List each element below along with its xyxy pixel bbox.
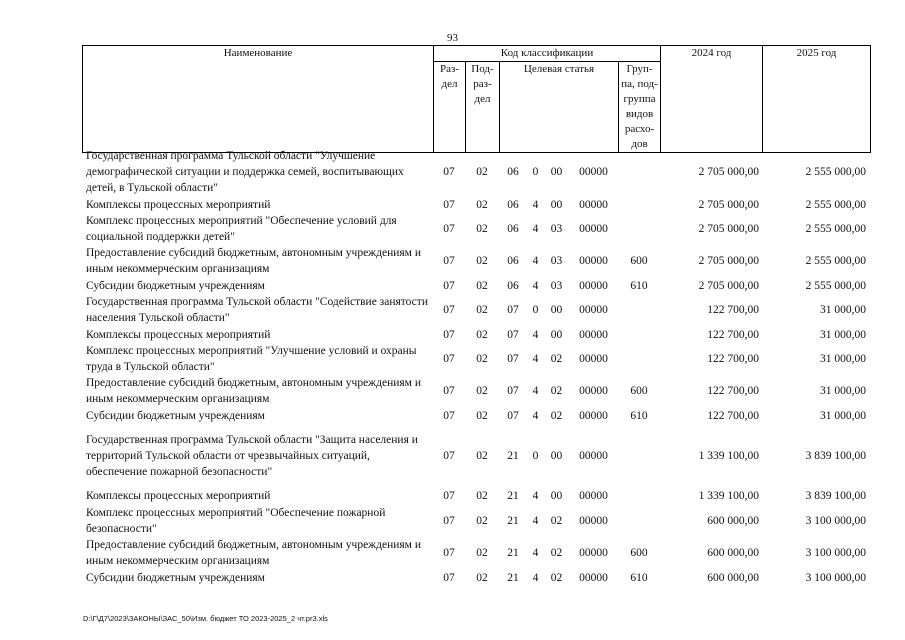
header-year-2025: 2025 год [763, 46, 871, 153]
row-target-event: 02 [550, 571, 563, 584]
row-razdel: 07 [443, 223, 455, 235]
table-row [82, 148, 870, 196]
row-target-program: 07 [507, 410, 519, 422]
row-amount-2025: 2 555 000,00 [805, 166, 866, 178]
row-name: Комплекс процессных мероприятий "Улучшение условий и охраны труда в Тульской области" [86, 345, 417, 373]
row-target-program: 21 [507, 571, 519, 584]
row-podrazdel: 02 [476, 547, 488, 559]
row-amount-2024: 600 000,00 [707, 547, 759, 559]
row-razdel: 07 [443, 255, 455, 267]
row-amount-2024: 600 000,00 [707, 571, 759, 584]
row-razdel: 07 [443, 490, 455, 502]
row-amount-2024: 122 700,00 [707, 304, 759, 316]
row-target-type: 4 [532, 490, 539, 502]
row-amount-2025: 2 555 000,00 [805, 223, 866, 235]
row-razdel: 07 [443, 410, 455, 422]
row-target-program: 06 [507, 255, 519, 267]
row-amount-2025: 3 100 000,00 [805, 571, 866, 584]
table-row [82, 537, 870, 569]
row-amount-2024: 2 705 000,00 [698, 255, 759, 267]
row-amount-2025: 31 000,00 [820, 304, 866, 316]
row-target-direction: 00000 [579, 410, 608, 422]
row-podrazdel: 02 [476, 279, 488, 292]
row-amount-2024: 2 705 000,00 [698, 198, 759, 211]
table-row [82, 343, 870, 375]
row-razdel: 07 [443, 515, 455, 527]
row-target-program: 21 [507, 490, 519, 502]
row-target-program: 21 [507, 547, 519, 559]
row-razdel: 07 [443, 198, 455, 211]
header-name: Наименование [83, 46, 434, 153]
row-podrazdel: 02 [476, 385, 488, 397]
table-row [82, 196, 870, 213]
row-target-type: 4 [532, 198, 539, 211]
table-row [82, 407, 870, 425]
row-target-direction: 00000 [579, 198, 608, 211]
table-row [82, 505, 870, 537]
row-amount-2025: 31 000,00 [820, 385, 866, 397]
row-podrazdel: 02 [476, 328, 488, 341]
row-expense-group: 610 [630, 571, 648, 584]
row-expense-group: 600 [630, 385, 648, 397]
row-target-event: 03 [550, 255, 563, 267]
row-amount-2025: 3 839 100,00 [805, 450, 866, 462]
table-row [82, 245, 870, 277]
row-target-program: 06 [507, 166, 519, 178]
row-amount-2025: 3 100 000,00 [805, 515, 866, 527]
row-target-program: 07 [507, 304, 519, 316]
table-row [82, 213, 870, 245]
row-podrazdel: 02 [476, 198, 488, 211]
row-target-program: 06 [507, 223, 519, 235]
row-target-program: 06 [507, 198, 519, 211]
row-amount-2024: 600 000,00 [707, 515, 759, 527]
row-target-direction: 00000 [579, 490, 608, 502]
row-name: Предоставление субсидий бюджетным, автономным учреждениям и иным некоммерческим организациям [86, 377, 421, 405]
row-razdel: 07 [443, 304, 455, 316]
row-name: Субсидии бюджетным учреждениям [86, 410, 265, 422]
row-amount-2024: 122 700,00 [707, 353, 759, 365]
row-amount-2025: 2 555 000,00 [805, 279, 866, 292]
row-name: Комплекс процессных мероприятий "Обеспечение пожарной безопасности" [86, 507, 386, 535]
row-target-type: 4 [532, 328, 539, 341]
row-amount-2025: 3 100 000,00 [805, 547, 866, 559]
row-target-direction: 00000 [579, 385, 608, 397]
row-target-type: 0 [532, 166, 539, 178]
row-target-event: 00 [550, 450, 563, 462]
row-razdel: 07 [443, 547, 455, 559]
row-name: Предоставление субсидий бюджетным, автономным учреждениям и иным некоммерческим организациям [86, 539, 421, 567]
row-amount-2025: 31 000,00 [820, 410, 866, 422]
row-name: Комплексы процессных мероприятий [86, 490, 271, 502]
row-target-event: 03 [550, 223, 563, 235]
header-code-group: Код классификации [434, 46, 661, 62]
row-expense-group: 600 [630, 547, 648, 559]
row-amount-2024: 2 705 000,00 [698, 166, 759, 178]
row-target-event: 02 [550, 547, 563, 559]
row-amount-2024: 1 339 100,00 [698, 450, 759, 462]
table-row [82, 326, 870, 343]
header-razdel: Раз- дел [434, 62, 466, 153]
row-target-type: 0 [532, 450, 539, 462]
row-target-event: 00 [550, 198, 563, 211]
row-amount-2024: 122 700,00 [707, 385, 759, 397]
row-razdel: 07 [443, 385, 455, 397]
row-target-type: 4 [532, 410, 539, 422]
row-target-direction: 00000 [579, 279, 608, 292]
row-target-direction: 00000 [579, 547, 608, 559]
row-amount-2024: 122 700,00 [707, 410, 759, 422]
row-podrazdel: 02 [476, 410, 488, 422]
row-target-event: 03 [550, 279, 563, 292]
row-razdel: 07 [443, 353, 455, 365]
row-amount-2024: 2 705 000,00 [698, 223, 759, 235]
row-razdel: 07 [443, 450, 455, 462]
row-podrazdel: 02 [476, 223, 488, 235]
row-name: Государственная программа Тульской области "Улучшение демографической ситуации и поддержка семей, воспитывающих детей, в Тульской области" [86, 150, 404, 194]
row-target-event: 02 [550, 515, 563, 527]
header-year-2024: 2024 год [661, 46, 763, 153]
row-target-type: 4 [532, 385, 539, 397]
row-target-program: 07 [507, 385, 519, 397]
row-target-type: 0 [532, 304, 539, 316]
row-target-direction: 00000 [579, 223, 608, 235]
row-name: Комплекс процессных мероприятий "Обеспечение условий для социальной поддержки детей" [86, 215, 397, 243]
row-target-program: 06 [507, 279, 519, 292]
row-target-event: 00 [550, 166, 563, 178]
table-header [82, 45, 871, 153]
table-row [82, 569, 870, 586]
row-podrazdel: 02 [476, 450, 488, 462]
row-target-direction: 00000 [579, 353, 608, 365]
header-target-article: Целевая статья [500, 62, 619, 153]
row-razdel: 07 [443, 166, 455, 178]
row-target-direction: 00000 [579, 571, 608, 584]
row-target-direction: 00000 [579, 255, 608, 267]
row-target-type: 4 [532, 279, 539, 292]
header-expense-group: Груп- па, под- группа видов расхо- дов [619, 62, 661, 153]
row-name: Комплексы процессных мероприятий [86, 198, 271, 211]
row-name: Государственная программа Тульской области "Защита населения и территорий Тульской области от чрезвычайных ситуаций, обеспечение пожарной безопасности" [86, 434, 418, 478]
row-target-program: 07 [507, 353, 519, 365]
row-amount-2024: 2 705 000,00 [698, 279, 759, 292]
row-expense-group: 610 [630, 279, 648, 292]
table-body [82, 148, 870, 586]
row-name: Субсидии бюджетным учреждениям [86, 571, 265, 584]
row-name: Предоставление субсидий бюджетным, автономным учреждениям и иным некоммерческим организациям [86, 247, 421, 275]
row-razdel: 07 [443, 571, 455, 584]
row-podrazdel: 02 [476, 571, 488, 584]
row-target-type: 4 [532, 255, 539, 267]
page-number: 93 [447, 32, 458, 44]
table-row [82, 277, 870, 294]
table-row [82, 294, 870, 326]
table-row [82, 375, 870, 407]
row-name: Комплексы процессных мероприятий [86, 328, 271, 341]
row-name: Субсидии бюджетным учреждениям [86, 279, 265, 292]
row-amount-2025: 3 839 100,00 [805, 490, 866, 502]
row-target-type: 4 [532, 223, 539, 235]
row-amount-2025: 31 000,00 [820, 328, 866, 341]
row-target-program: 07 [507, 328, 519, 341]
header-podrazdel: Под- раз- дел [466, 62, 500, 153]
row-target-type: 4 [532, 515, 539, 527]
row-target-event: 00 [550, 304, 563, 316]
row-target-event: 00 [550, 328, 563, 341]
row-expense-group: 610 [630, 410, 648, 422]
row-amount-2025: 2 555 000,00 [805, 255, 866, 267]
row-target-type: 4 [532, 547, 539, 559]
row-target-direction: 00000 [579, 304, 608, 316]
table-row [82, 487, 870, 505]
file-path-footer: D:\Г\Д7\2023\ЗАКОНЫ\ЗАС_50\Изм. бюджет ТО 2023-2025_2 чт.pr3.xls [83, 614, 328, 623]
row-amount-2025: 2 555 000,00 [805, 198, 866, 211]
row-target-type: 4 [532, 353, 539, 365]
row-podrazdel: 02 [476, 304, 488, 316]
row-target-program: 21 [507, 515, 519, 527]
row-target-event: 02 [550, 385, 563, 397]
row-target-direction: 00000 [579, 166, 608, 178]
row-razdel: 07 [443, 328, 455, 341]
row-podrazdel: 02 [476, 255, 488, 267]
row-target-direction: 00000 [579, 450, 608, 462]
row-podrazdel: 02 [476, 166, 488, 178]
row-amount-2024: 1 339 100,00 [698, 490, 759, 502]
row-target-event: 02 [550, 353, 563, 365]
row-target-direction: 00000 [579, 328, 608, 341]
row-expense-group: 600 [630, 255, 648, 267]
row-target-program: 21 [507, 450, 519, 462]
row-amount-2025: 31 000,00 [820, 353, 866, 365]
row-podrazdel: 02 [476, 515, 488, 527]
row-name: Государственная программа Тульской области "Содействие занятости населения Тульской области" [86, 296, 428, 324]
row-podrazdel: 02 [476, 353, 488, 365]
row-razdel: 07 [443, 279, 455, 292]
row-target-type: 4 [532, 571, 539, 584]
row-podrazdel: 02 [476, 490, 488, 502]
row-amount-2024: 122 700,00 [707, 328, 759, 341]
row-target-direction: 00000 [579, 515, 608, 527]
row-target-event: 00 [550, 490, 563, 502]
table-row [82, 425, 870, 487]
row-target-event: 02 [550, 410, 563, 422]
